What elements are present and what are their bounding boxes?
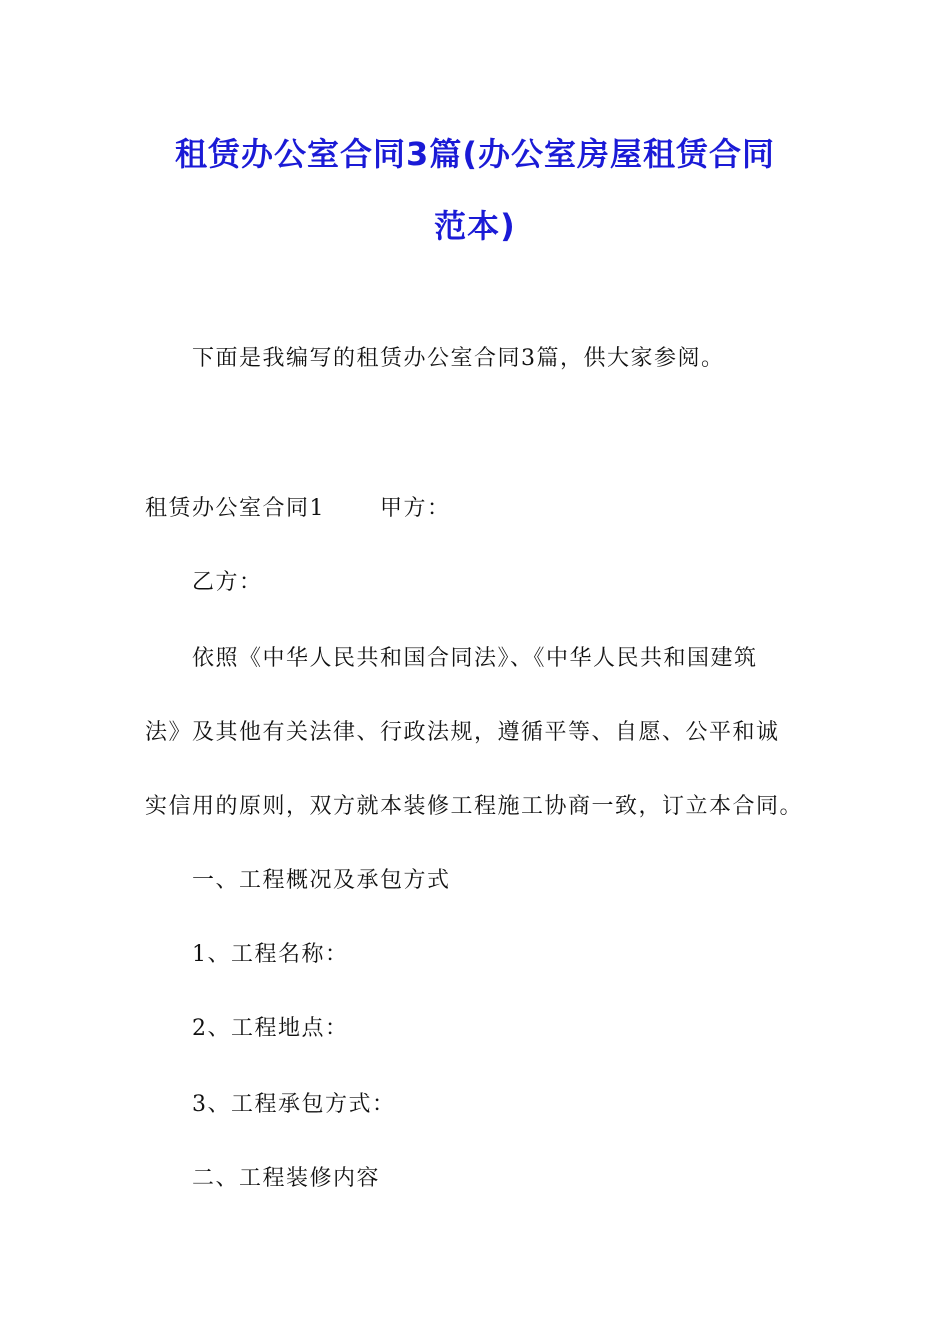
clause-heading: 一、工程概况及承包方式 — [192, 868, 451, 893]
intro-paragraph: 下面是我编写的租赁办公室合同3篇，供大家参阅。 — [192, 346, 725, 371]
paragraph-line: 依照《中华人民共和国合同法》、《中华人民共和国建筑 — [192, 646, 758, 671]
document-title-line1: 租赁办公室合同3篇(办公室房屋租赁合同 — [175, 135, 775, 173]
clause-heading: 二、工程装修内容 — [192, 1166, 381, 1191]
paragraph-line: 实信用的原则，双方就本装修工程施工协商一致，订立本合同。 — [145, 794, 804, 819]
document-title-line2: 范本) — [434, 207, 516, 245]
clause-item: 2、工程地点： — [192, 1016, 349, 1041]
section-heading: 租赁办公室合同1 — [145, 496, 325, 521]
clause-item: 1、工程名称： — [192, 942, 349, 967]
party-b-label: 乙方： — [192, 570, 263, 595]
party-a-label: 甲方： — [380, 496, 451, 521]
paragraph-line: 法》及其他有关法律、行政法规，遵循平等、自愿、公平和诚 — [145, 720, 780, 745]
clause-item: 3、工程承包方式： — [192, 1092, 396, 1117]
